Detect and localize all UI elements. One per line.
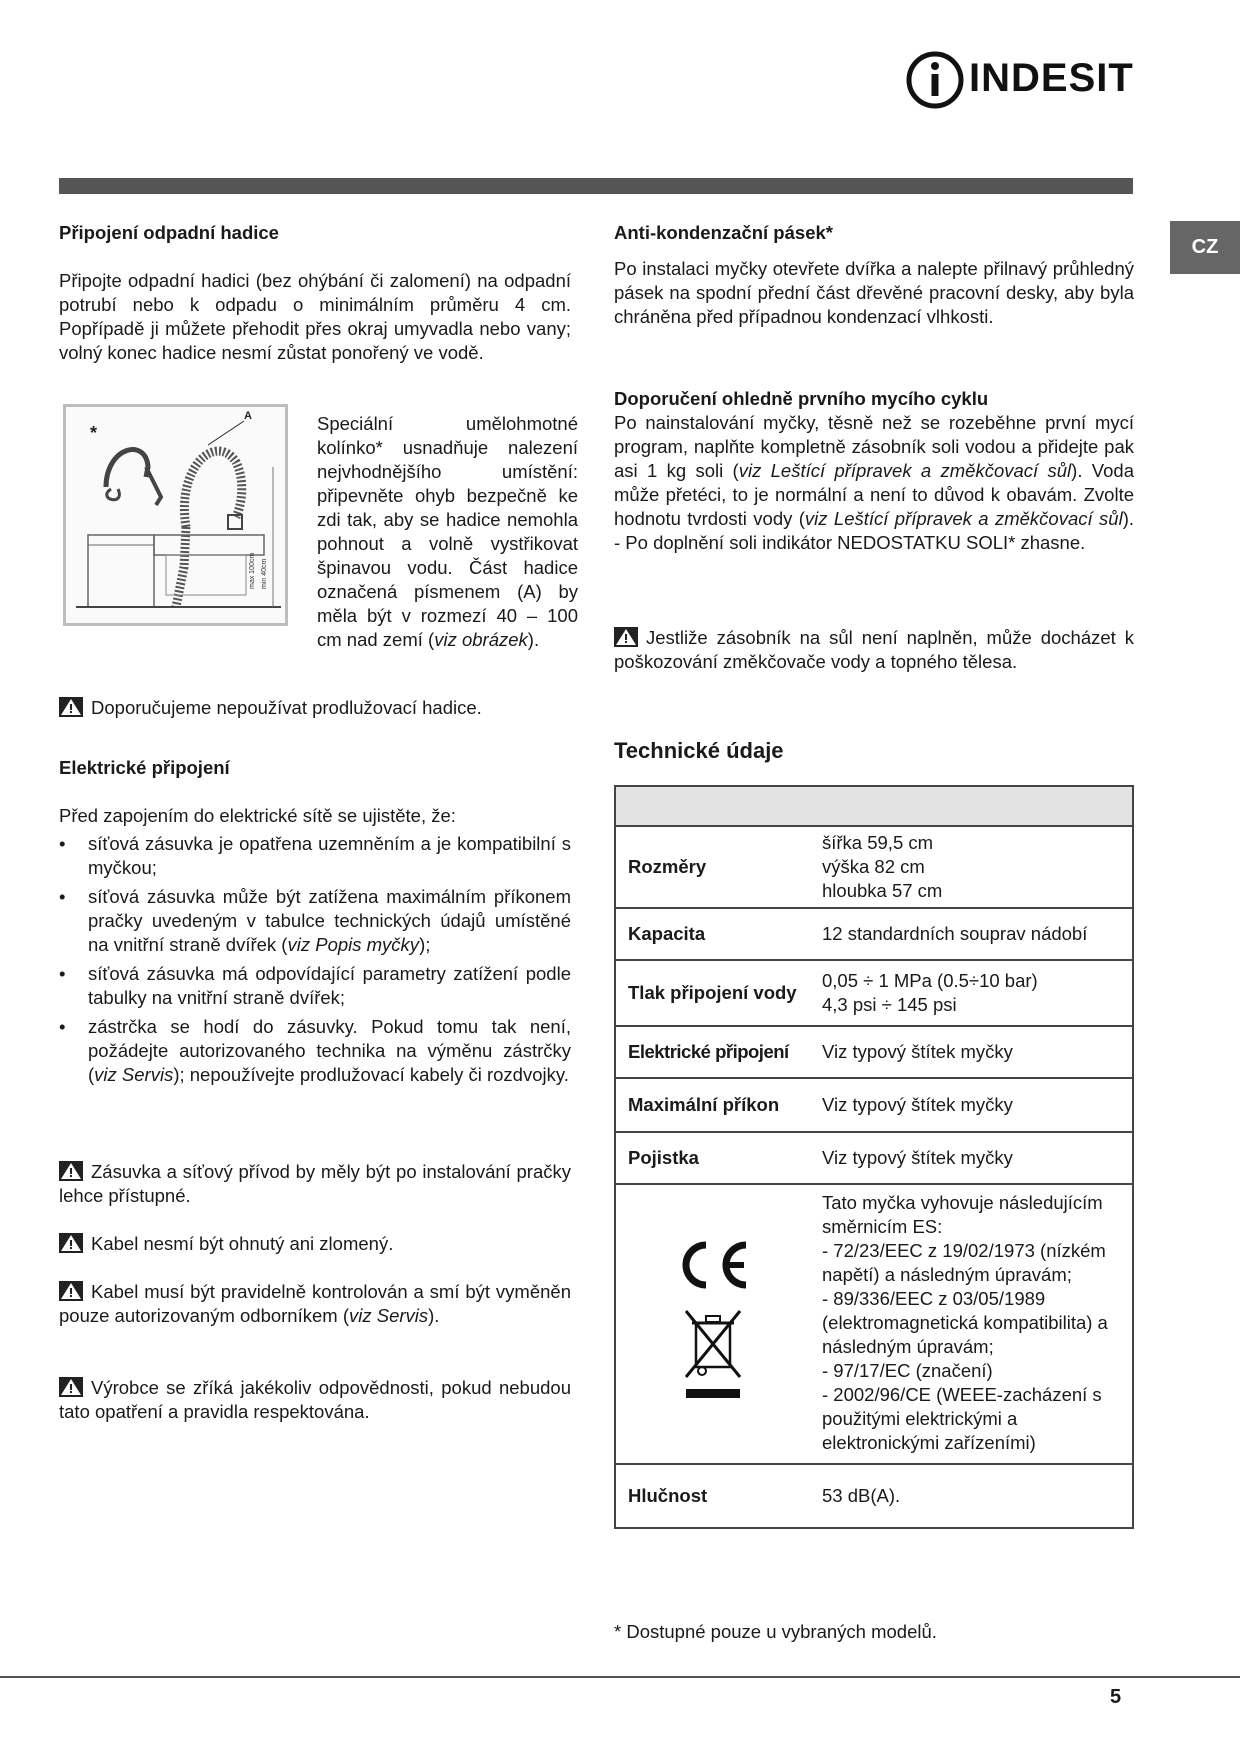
page-number: 5 xyxy=(1110,1686,1122,1708)
electric-bullet-2 xyxy=(59,885,571,957)
figure-label-min: min 40cm xyxy=(261,558,268,589)
tech-title: Technické údaje xyxy=(614,738,784,763)
tech-label: Pojistka xyxy=(615,1132,810,1184)
first-cycle-ref-2: viz Leštící přípravek a změkčovací sůl xyxy=(804,508,1123,529)
tech-value: Viz typový štítek myčky xyxy=(810,1078,1133,1132)
tech-label: Maximální příkon xyxy=(615,1078,810,1132)
header-bar xyxy=(59,178,1133,194)
salt-warning-text: Jestliže zásobník na sůl není naplněn, může docházet k poškozování změkčovače vody a topného tělesa. xyxy=(614,627,1134,672)
tech-table xyxy=(614,785,1134,1529)
tech-row-electric xyxy=(615,1026,1133,1078)
electric-bullet-4-text: zástrčka se hodí do zásuvky. Pokud tomu tak není, požádejte autorizovaného technika na výměnu zástrčky ( xyxy=(88,1016,571,1085)
tech-row-fuse xyxy=(615,1132,1133,1184)
tech-value xyxy=(810,960,1133,1026)
electric-warning-4-text: Výrobce se zříká jakékoliv odpovědnosti, pokud nebudou tato opatření a pravidla respektována. xyxy=(59,1377,571,1422)
tech-label: Rozměry xyxy=(615,826,810,908)
warning-icon xyxy=(59,1161,83,1181)
figure-caption-ref: viz obrázek xyxy=(434,629,528,650)
brand-name: INDESIT xyxy=(969,56,1134,100)
first-cycle-text-b: ). Voda může přetéci, to je normální a není to důvod k obavám. Zvolte hodnotu tvrdosti vody ( xyxy=(614,460,1134,529)
footer-line xyxy=(0,1676,1240,1678)
compliance-marks xyxy=(615,1184,810,1464)
electric-warning-4 xyxy=(59,1376,571,1424)
warning-icon xyxy=(59,1281,83,1301)
language-tab: CZ xyxy=(1170,221,1240,274)
electric-bullet-4 xyxy=(59,1015,571,1087)
anti-title xyxy=(614,221,1134,245)
drain-hose-warning xyxy=(59,697,571,719)
dims-depth: hloubka 57 cm xyxy=(822,880,943,901)
drain-hose-paragraph: Připojte odpadní hadici (bez ohýbání či zalomení) na odpadní potrubí nebo k odpadu o minimálním průměru 4 cm. Popřípadě ji můžete přehodit přes okraj umyvadla nebo vany; volný konec hadice nesmí zůstat ponořený ve vodě. xyxy=(59,270,571,363)
electric-bullet-1: • síťová zásuvka je opatřena uzemněním a je kompatibilní s myčkou; xyxy=(59,832,571,880)
tech-row-pressure xyxy=(615,960,1133,1026)
electric-checklist xyxy=(59,832,571,1092)
drain-hose-warning-text: Doporučujeme nepoužívat prodlužovací hadice. xyxy=(91,697,482,718)
first-cycle-title: Doporučení ohledně prvního mycího cyklu xyxy=(614,388,989,409)
tech-row-directives xyxy=(615,1184,1133,1464)
electric-warning-1 xyxy=(59,1160,571,1208)
pressure-psi: 4,3 psi ÷ 145 psi xyxy=(822,994,957,1015)
tech-row-capacity xyxy=(615,908,1133,960)
electric-bullet-4-end: ); nepoužívejte prodlužovací kabely či rozdvojky. xyxy=(173,1064,569,1085)
first-cycle-text-c: ). - Po doplnění soli indikátor NEDOSTATKU SOLI* zhasne. xyxy=(614,508,1134,553)
tech-value xyxy=(810,826,1133,908)
electric-bullet-2-ref: viz Popis myčky xyxy=(287,934,420,955)
electric-warning-2-text: Kabel nesmí být ohnutý ani zlomený. xyxy=(91,1233,394,1254)
anti-text: Po instalaci myčky otevřete dvířka a nalepte přilnavý průhledný pásek na spodní přední část dřevěné pracovní desky, aby byla chráněna před případnou kondenzací vlhkosti. xyxy=(614,258,1134,327)
warning-icon xyxy=(614,627,638,647)
tech-value: 53 dB(A). xyxy=(810,1464,1133,1528)
drain-hose-title: Připojení odpadní hadice xyxy=(59,222,279,243)
pressure-mpa: 0,05 ÷ 1 MPa (0.5÷10 bar) xyxy=(822,970,1038,991)
directives-text: Tato myčka vyhovuje následujícím směrnicím ES: - 72/23/EEC z 19/02/1973 (nízkém napětí) a následným úpravám; - 89/336/EEC z 03/05/1989 (elektromagnetická kompatibilita) a následným úpravám; - 97/17/EC (značení) - 2002/96/CE (WEEE-zacházení s použitými elektrickými a elektronickými zařízeními) xyxy=(810,1184,1133,1464)
tech-label: Hlučnost xyxy=(615,1464,810,1528)
electric-warning-2 xyxy=(59,1232,571,1256)
tech-table-header xyxy=(615,786,1133,826)
first-cycle-ref-1: viz Leštící přípravek a změkčovací sůl xyxy=(738,460,1072,481)
figure-label-star: * xyxy=(90,423,98,443)
brand-logo-icon xyxy=(905,46,965,112)
electric-intro: Před zapojením do elektrické sítě se ujistěte, že: xyxy=(59,805,456,826)
electric-warning-3-ref: viz Servis xyxy=(348,1305,429,1326)
figure-caption-text: Speciální umělohmotné kolínko* usnadňuje nalezení nejvhodnějšího umístění: připevněte ohyb bezpečně ke zdi tak, aby se hadice nemohla pohnout a volně vystřikovat špinavou vodu. Část hadice označená písmenem (A) by měla být v rozmezí 40 – 100 cm nad zemí ( xyxy=(317,413,578,650)
electric-title: Elektrické připojení xyxy=(59,757,230,778)
warning-icon xyxy=(59,1377,83,1397)
figure-caption xyxy=(59,412,578,652)
first-cycle-text-a: Po nainstalování myčky, těsně než se rozeběhne první mycí program, naplňte kompletně zásobník soli vodou a přidejte pak asi 1 kg soli ( xyxy=(614,412,1134,481)
tech-value: Viz typový štítek myčky xyxy=(810,1132,1133,1184)
figure-label-max: max 100cm xyxy=(249,552,256,589)
tech-label: Tlak připojení vody xyxy=(615,960,810,1026)
first-cycle-text xyxy=(614,411,1134,555)
electric-warning-1-text: Zásuvka a síťový přívod by měly být po instalování pračky lehce přístupné. xyxy=(59,1161,571,1206)
dims-height: výška 82 cm xyxy=(822,856,925,877)
tech-row-noise xyxy=(615,1464,1133,1528)
weee-bin-icon xyxy=(686,1311,740,1398)
ce-mark-icon xyxy=(668,1231,758,1411)
electric-bullet-4-ref: viz Servis xyxy=(94,1064,174,1085)
figure-spacer xyxy=(59,412,317,642)
electric-warning-3-text: Kabel musí být pravidelně kontrolován a smí být vyměněn pouze autorizovaným odborníkem ( xyxy=(59,1281,571,1326)
tech-row-power xyxy=(615,1078,1133,1132)
electric-bullet-2-end: ); xyxy=(419,934,431,955)
warning-icon xyxy=(59,1233,83,1253)
electric-bullet-2-text: síťová zásuvka může být zatížena maximálním příkonem pračky uvedeným v tabulce technických údajů umístěné na vnitřní straně dvířek ( xyxy=(88,886,571,955)
footnote: * Dostupné pouze u vybraných modelů. xyxy=(614,1621,937,1642)
tech-value: 12 standardních souprav nádobí xyxy=(810,908,1133,960)
figure-label-a: A xyxy=(244,410,252,422)
tech-value: Viz typový štítek myčky xyxy=(810,1026,1133,1078)
tech-label: Kapacita xyxy=(615,908,810,960)
brand-logo xyxy=(905,46,1134,116)
dims-width: šířka 59,5 cm xyxy=(822,832,934,853)
anti-title-text: Anti-kondenzační pásek* xyxy=(614,222,833,243)
electric-bullet-3: • síťová zásuvka má odpovídající parametry zatížení podle tabulky na vnitřní straně dvířek; xyxy=(59,962,571,1010)
salt-warning xyxy=(614,626,1134,674)
warning-icon xyxy=(59,697,83,717)
electric-warning-3-end: ). xyxy=(428,1305,440,1326)
tech-row-dimensions xyxy=(615,826,1133,908)
electric-warning-3 xyxy=(59,1280,571,1328)
figure-caption-end: ). xyxy=(527,629,540,650)
tech-label: Elektrické připojení xyxy=(615,1026,810,1078)
